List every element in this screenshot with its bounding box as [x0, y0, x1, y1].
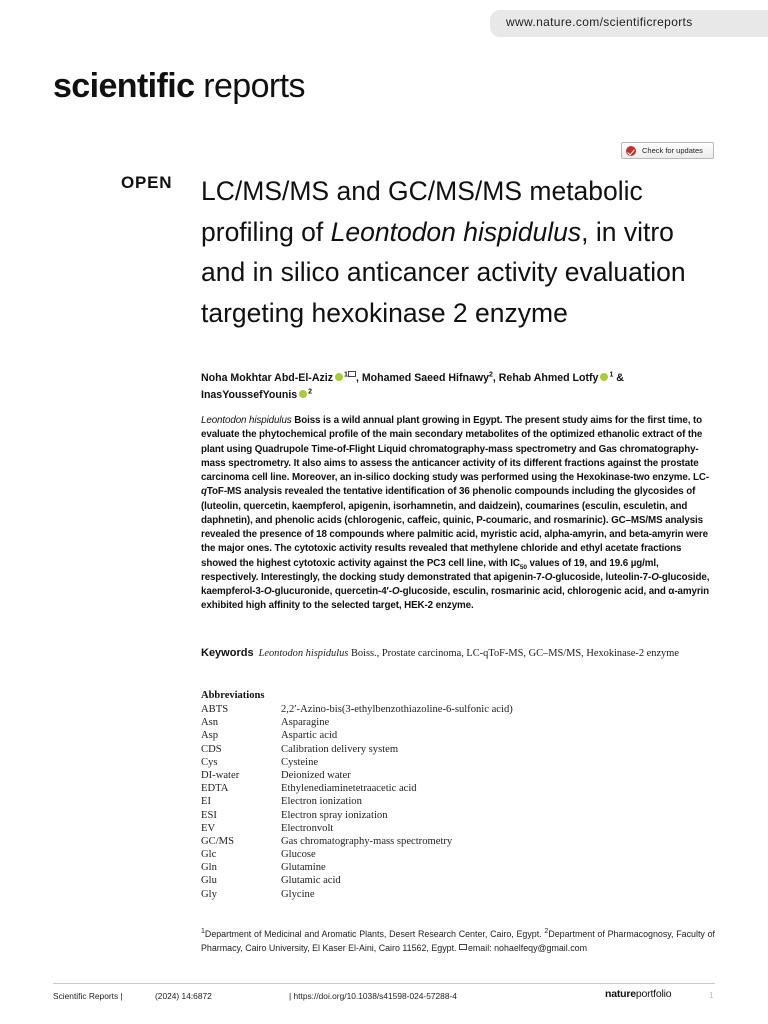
abstract-text: -glucoside, esculin, rosmarinic acid, chlorogenic acid, and α-amyrin exhibited high affinity to the selected target, HEK-2 enzyme.	[201, 586, 710, 612]
abbreviation-term: Glu	[201, 875, 217, 887]
author-name[interactable]: Mohamed Saeed Hifnawy	[361, 372, 489, 384]
keywords-text: Boiss., Prostate carcinoma, LC-qToF-MS, GC–MS/MS, Hexokinase-2 enzyme	[348, 648, 679, 659]
abbreviation-definition: Electronvolt	[281, 822, 334, 834]
check-for-updates-button[interactable]	[621, 142, 714, 159]
abbreviation-definition: Asparagine	[281, 717, 330, 729]
abstract-subscript: 50	[519, 563, 527, 571]
abstract-italic: O	[391, 586, 400, 597]
abbreviation-definition: Glycine	[281, 888, 315, 900]
affiliation-text: Department of Medicinal and Aromatic Plants, Desert Research Center, Cairo, Egypt.	[204, 929, 545, 939]
affiliation-sup: 1	[201, 928, 205, 936]
abbreviation-definition: Electron ionization	[281, 796, 362, 808]
abstract-text: ToF-MS analysis revealed the tentative identification of 36 phenolic compounds including the glycosides of (luteolin, quercetin, kaempferol, apigenin, isorhamnetin, and daidzein), coumarines (esculin, esculetin, and daphnetin), and phenolic acids (chlorogenic, caffeic, quinic, P-coumaric, and rosmarinic). GC–MS/MS analysis revealed the presence of 18 compounds where palmitic acid, myristic acid, alpha-amyrin, and beta-amyrin were the major ones. The cytotoxic activity results revealed that methylene chloride and ethyl acetate fractions showed the highest cytotoxic activity against the PC3 cell line, with IC	[201, 486, 708, 569]
author-affiliation-sup: 2	[308, 388, 313, 396]
abbreviation-row	[201, 848, 701, 861]
publisher-bold: nature	[605, 988, 636, 1000]
abbreviation-row	[201, 809, 701, 822]
abstract-italic: O	[651, 571, 659, 583]
abstract-text: -glucuronide, quercetin-4′-	[271, 586, 392, 597]
abbreviation-term: EI	[201, 796, 211, 808]
title-species-italic: Leontodon hispidulus	[330, 216, 582, 247]
orcid-icon[interactable]	[335, 373, 343, 381]
abstract-italic: O	[544, 571, 553, 583]
abbreviation-term: Asp	[201, 730, 219, 742]
author-affiliation-sup: 1	[609, 371, 614, 379]
abbreviation-row	[201, 874, 701, 887]
email-icon[interactable]	[348, 371, 356, 377]
keyword-species-italic: Leontodon hispidulus	[258, 648, 349, 659]
author-list	[201, 370, 721, 404]
abstract-text: -glucoside, luteolin-7-	[552, 571, 652, 583]
footer-divider	[53, 983, 715, 984]
abbreviation-term: Cys	[201, 756, 218, 768]
abstract-text: values of 19, and 19.6 µg/ml, respectively. Interestingly, the docking study demonstrated that apigenin-7-	[201, 557, 659, 583]
abbreviation-definition: Ethylenediaminetetraacetic acid	[281, 783, 417, 795]
keywords	[201, 646, 715, 662]
nature-portfolio-logo	[605, 988, 671, 1000]
abbreviation-definition: Glucose	[281, 849, 316, 861]
publisher-regular: portfolio	[635, 988, 672, 1000]
affiliations	[201, 927, 715, 955]
abbreviations-list	[201, 703, 701, 901]
author-name[interactable]: Noha Mokhtar Abd-El-Aziz	[201, 372, 334, 384]
abbreviation-row	[201, 729, 701, 742]
affiliation-text: Department of Pharmacognosy, Faculty of Pharmacy, Cairo University, El Kaser El-Aini, Cairo 11562, Egypt.	[201, 929, 716, 953]
author-name[interactable]: Rehab Ahmed Lotfy	[498, 372, 599, 384]
abstract-text: Boiss is a wild annual plant growing in Egypt. The present study aims for the first time, to evaluate the phytochemical profile of the main secondary metabolites of the optimized ethanolic extract of the plant using Quadrupole Time-of-Flight Liquid chromatography-mass spectrometry and Gas chromatography-mass spectrometry. It also aims to assess the anticancer activity of its different fractions against the prostate carcinoma cell line. Moreover, an in-silico docking study was performed using the Hexokinase-two enzyme. LC-	[201, 415, 710, 483]
abbreviation-row	[201, 861, 701, 874]
footer-doi-link[interactable]: | https://doi.org/10.1038/s41598-024-57288-4	[289, 991, 457, 1001]
abbreviation-row	[201, 888, 701, 901]
abbreviation-definition: Glutamine	[281, 862, 326, 874]
footer-volume: (2024) 14:6872	[155, 991, 212, 1001]
abbreviation-definition: Electron spray ionization	[281, 809, 388, 821]
abbreviation-term: DI-water	[201, 769, 240, 781]
abbreviation-definition: Gas chromatography-mass spectrometry	[281, 835, 453, 847]
author-name[interactable]: InasYoussefYounis	[201, 389, 298, 401]
abbreviation-row	[201, 743, 701, 756]
title-part-1: LC/MS/MS and GC/MS/MS metabolic profiling of	[201, 176, 643, 247]
abbreviation-term: EDTA	[201, 783, 229, 795]
abstract-text: -glucoside, kaempferol-3-	[201, 571, 710, 597]
author-separator: &	[613, 372, 624, 384]
abstract	[201, 414, 715, 614]
article-title	[201, 171, 701, 333]
abbreviation-definition: Aspartic acid	[281, 730, 338, 742]
abstract-italic: O	[263, 586, 272, 597]
journal-name-regular: reports	[194, 67, 305, 105]
page-number: 1	[709, 991, 714, 1000]
check-updates-icon	[626, 146, 636, 156]
abstract-species-italic: Leontodon hispidulus	[201, 415, 292, 426]
abbreviation-row	[201, 756, 701, 769]
abbreviation-definition: 2,2′-Azino-bis(3-ethylbenzothiazoline-6-sulfonic acid)	[281, 704, 513, 715]
keywords-label: Keywords	[201, 647, 254, 659]
check-for-updates-label: Check for updates	[642, 146, 703, 155]
author-separator: ,	[492, 372, 499, 384]
abbreviation-term: EV	[201, 822, 216, 834]
author-separator: ,	[355, 372, 362, 384]
abbreviation-term: Gly	[201, 888, 217, 900]
orcid-icon[interactable]	[600, 373, 608, 381]
author-affiliation-sup: 1	[344, 371, 348, 379]
author-affiliation-sup: 2	[488, 371, 493, 379]
abbreviation-definition: Cysteine	[281, 756, 319, 768]
abbreviation-row	[201, 835, 701, 848]
footer-journal: Scientific Reports |	[53, 991, 123, 1001]
abbreviation-row	[201, 795, 701, 808]
journal-url-link[interactable]: www.nature.com/scientificreports	[506, 15, 693, 29]
abbreviation-row	[201, 769, 701, 782]
abbreviation-definition: Deionized water	[281, 769, 351, 781]
abbreviation-row	[201, 703, 701, 716]
affiliation-sup: 2	[544, 928, 549, 936]
title-part-2: , in vitro and in silico anticancer activity evaluation targeting hexokinase 2 enzyme	[201, 216, 686, 328]
abbreviation-row	[201, 822, 701, 835]
abbreviation-term: CDS	[201, 743, 222, 755]
abbreviation-term: Asn	[201, 717, 219, 729]
corresponding-email-link[interactable]: email: nohaelfeqy@gmail.com	[467, 943, 587, 953]
abbreviation-term: Gln	[201, 862, 217, 874]
journal-name-bold: scientific	[53, 67, 195, 105]
abbreviation-row	[201, 782, 701, 795]
abstract-italic: q	[201, 486, 207, 498]
open-access-label: OPEN	[121, 173, 173, 192]
email-icon	[459, 944, 467, 950]
abbreviation-term: ABTS	[201, 704, 229, 715]
abbreviation-term: GC/MS	[201, 835, 234, 847]
abbreviation-row	[201, 716, 701, 729]
abbreviation-definition: Calibration delivery system	[281, 743, 399, 755]
abbreviation-term: ESI	[201, 809, 217, 821]
abbreviation-term: Glc	[201, 849, 217, 861]
abbreviation-definition: Glutamic acid	[281, 875, 341, 887]
abbreviations-heading: Abbreviations	[201, 690, 265, 701]
orcid-icon[interactable]	[299, 390, 307, 398]
journal-logo[interactable]	[53, 66, 305, 106]
